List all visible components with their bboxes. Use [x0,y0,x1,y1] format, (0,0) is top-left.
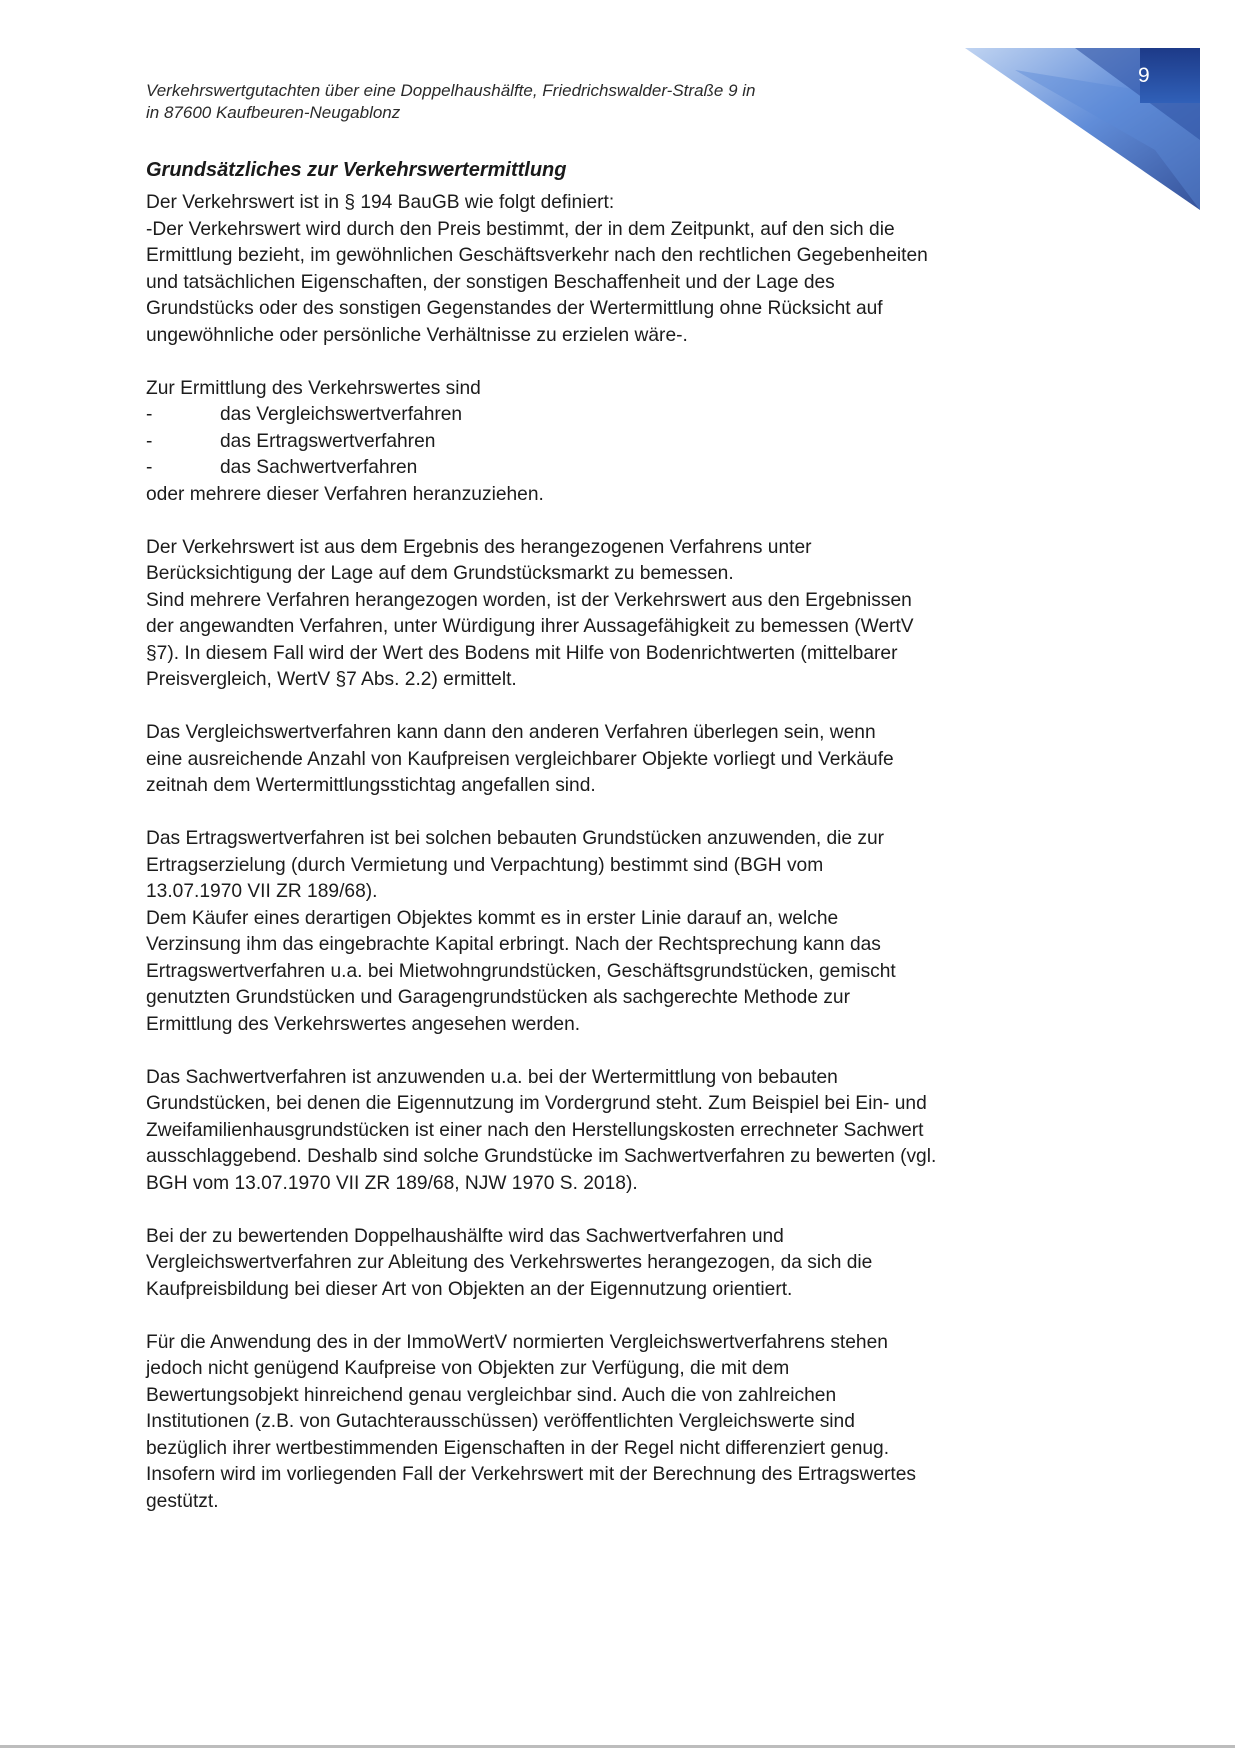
text-line: 13.07.1970 VII ZR 189/68). [146,881,378,902]
text-line: jedoch nicht genügend Kaufpreise von Objekten zur Verfügung, die mit dem [146,1358,790,1379]
text-line: und tatsächlichen Eigenschaften, der sonstigen Beschaffenheit und der Lage des [146,271,835,293]
body-text [146,190,1096,1542]
text-line: Ertragserzielung (durch Vermietung und Verpachtung) bestimmt sind (BGH vom [146,854,824,876]
text-line: genutzten Grundstücken und Garagengrundstücken als sachgerechte Methode zur [146,987,850,1008]
text-line: Das Vergleichswertverfahren kann dann den anderen Verfahren überlegen sein, wenn [146,722,876,743]
paragraph-income-method [146,826,1096,1038]
dash-bullet: - [146,457,153,478]
text-line: Verzinsung ihm das eingebrachte Kapital erbringt. Nach der Rechtsprechung kann das [146,934,881,955]
text-line: Sind mehrere Verfahren herangezogen worden, ist der Verkehrswert aus den Ergebnissen [146,589,912,611]
header-line: in 87600 Kaufbeuren-Neugablonz [146,103,401,122]
text-line: Zweifamilienhausgrundstücken ist einer nach den Herstellungskosten errechneter Sachwert [146,1119,924,1141]
text-line: Preisvergleich, WertV §7 Abs. 2.2) ermittelt. [146,669,517,690]
paragraph-methods [146,376,1096,509]
text-line: BGH vom 13.07.1970 VII ZR 189/68, NJW 1970 S. 2018). [146,1172,638,1194]
paragraph-definition [146,190,1096,349]
text-line: oder mehrere dieser Verfahren heranzuziehen. [146,483,544,505]
text-line: Kaufpreisbildung bei dieser Art von Objekten an der Eigennutzung orientiert. [146,1278,793,1300]
text-line: Ermittlung bezieht, im gewöhnlichen Geschäftsverkehr nach den rechtlichen Gegebenheiten [146,245,928,266]
text-line: Für die Anwendung des in der ImmoWertV normierten Vergleichswertverfahrens stehen [146,1331,888,1353]
text-line: §7). In diesem Fall wird der Wert des Bodens mit Hilfe von Bodenrichtwerten (mittelbarer [146,642,898,664]
header-line: Verkehrswertgutachten über eine Doppelhaushälfte, Friedrichswalder-Straße 9 in [146,81,756,100]
text-line: der angewandten Verfahren, unter Würdigung ihrer Aussagefähigkeit zu bemessen (WertV [146,616,914,637]
text-line: Das Sachwertverfahren ist anzuwenden u.a. bei der Wertermittlung von bebauten [146,1066,838,1088]
text-line: -Der Verkehrswert wird durch den Preis bestimmt, der in dem Zeitpunkt, auf den sich die [146,218,895,240]
section-heading: Grundsätzliches zur Verkehrswertermittlung [146,159,567,181]
text-line: Dem Käufer eines derartigen Objektes kommt es in erster Linie darauf an, welche [146,907,839,929]
list-item-label: das Sachwertverfahren [220,457,418,478]
text-line: ausschlaggebend. Deshalb sind solche Grundstücke im Sachwertverfahren zu bewerten (vgl. [146,1146,937,1167]
paragraph-result [146,535,1096,694]
paragraph-comparison-method [146,720,1096,800]
text-line: zeitnah dem Wertermittlungsstichtag angefallen sind. [146,775,596,796]
text-line: Bei der zu bewertenden Doppelhaushälfte wird das Sachwertverfahren und [146,1225,784,1247]
bottom-scan-edge [0,1745,1235,1748]
list-item [146,455,1096,482]
document-header [146,80,756,124]
text-line: Grundstücken, bei denen die Eigennutzung im Vordergrund steht. Zum Beispiel bei Ein- und [146,1093,927,1114]
page-number: 9 [1138,64,1150,87]
list-item-label: das Vergleichswertverfahren [220,404,463,425]
text-line: Vergleichswertverfahren zur Ableitung des Verkehrswertes herangezogen, da sich die [146,1252,873,1273]
text-line: Der Verkehrswert ist in § 194 BauGB wie folgt definiert: [146,192,615,213]
list-item-label: das Ertragswertverfahren [220,430,436,452]
text-line: gestützt. [146,1490,219,1512]
text-line: Grundstücks oder des sonstigen Gegenstandes der Wertermittlung ohne Rücksicht auf [146,298,883,319]
page-corner-decoration [955,40,1205,215]
text-line: Insofern wird im vorliegenden Fall der Verkehrswert mit der Berechnung des Ertragswertes [146,1464,916,1485]
text-line: Institutionen (z.B. von Gutachterausschüssen) veröffentlichten Vergleichswerte sind [146,1411,855,1432]
dash-bullet: - [146,430,153,452]
list-item [146,429,1096,456]
text-line: eine ausreichende Anzahl von Kaufpreisen vergleichbarer Objekte vorliegt und Verkäufe [146,748,894,770]
text-line: Zur Ermittlung des Verkehrswertes sind [146,377,481,399]
text-line: ungewöhnliche oder persönliche Verhältnisse zu erzielen wäre-. [146,324,688,346]
text-line: Bewertungsobjekt hinreichend genau vergleichbar sind. Auch die von zahlreichen [146,1384,837,1406]
text-line: Der Verkehrswert ist aus dem Ergebnis des herangezogenen Verfahrens unter [146,536,812,558]
paragraph-conclusion [146,1330,1096,1516]
paragraph-applied-methods [146,1224,1096,1304]
text-line: Ertragswertverfahren u.a. bei Mietwohngrundstücken, Geschäftsgrundstücken, gemischt [146,960,896,982]
list-item [146,402,1096,429]
paragraph-asset-method [146,1065,1096,1198]
text-line: bezüglich ihrer wertbestimmenden Eigenschaften in der Regel nicht differenziert genug. [146,1437,890,1459]
text-line: Das Ertragswertverfahren ist bei solchen bebauten Grundstücken anzuwenden, die zur [146,828,885,849]
text-line: Ermittlung des Verkehrswertes angesehen werden. [146,1013,581,1035]
text-line: Berücksichtigung der Lage auf dem Grundstücksmarkt zu bemessen. [146,563,734,584]
dash-bullet: - [146,404,153,425]
